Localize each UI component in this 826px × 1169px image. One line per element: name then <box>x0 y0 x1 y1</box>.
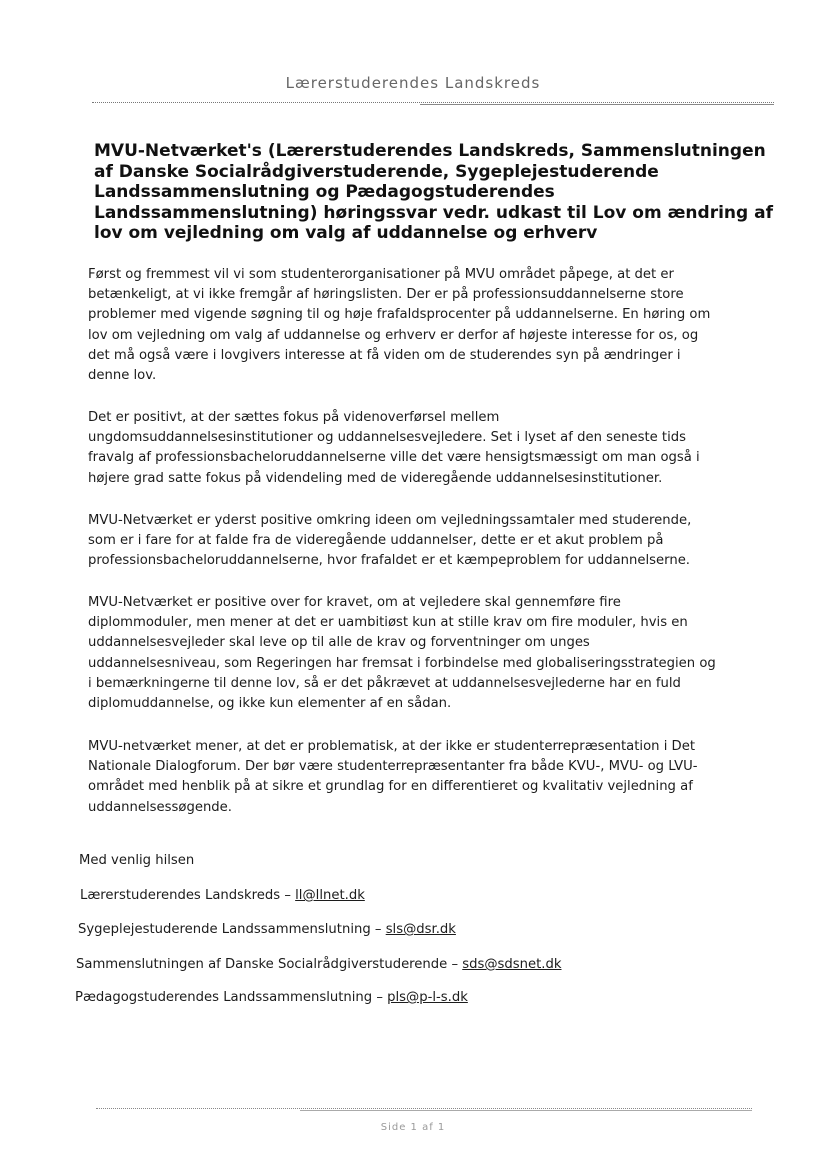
document-title <box>94 141 774 244</box>
paragraph-line: uddannelsesvejleder skal leve op til alle de krav og forventninger om unges <box>88 635 590 651</box>
signatory-ll <box>80 888 365 903</box>
paragraph-line: diplomuddannelse, og ikke kun elementer af en sådan. <box>88 696 452 712</box>
signatory-name: Sygeplejestuderende Landssammenslutning – <box>78 922 386 937</box>
paragraph-line: Først og fremmest vil vi som studenterorganisationer på MVU området påpege, at det er <box>88 267 674 282</box>
signatory-name: Pædagogstuderendes Landssammenslutning – <box>75 990 388 1005</box>
header-divider-solid <box>420 104 774 105</box>
paragraph-line: denne lov. <box>88 368 157 384</box>
paragraph-line: MVU-Netværket er yderst positive omkring ideen om vejledningssamtaler med studerende, <box>88 513 692 528</box>
paragraph-line: fravalg af professionsbacheloruddannelserne ville det være hensigtsmæssigt om man også i <box>88 450 700 466</box>
footer-divider <box>96 1108 752 1109</box>
email-link-sds[interactable]: sds@sdsnet.dk <box>462 957 562 972</box>
footer-divider-solid <box>300 1110 752 1111</box>
email-link-ll[interactable]: ll@llnet.dk <box>295 888 365 903</box>
email-link-pls[interactable]: pls@p-l-s.dk <box>387 990 468 1005</box>
signatory-sls <box>78 922 456 937</box>
paragraph-line: diplommoduler, men mener at det er uambitiøst kun at stille krav om fire moduler, hvis en <box>88 615 688 631</box>
paragraph-diploma-modules <box>88 593 768 714</box>
paragraph-line: i bemærkningerne til denne lov, så er det påkrævet at uddannelsesvejlederne har en fuld <box>88 675 681 691</box>
page-number: Side 1 af 1 <box>380 1122 446 1133</box>
paragraph-line: MVU-netværket mener, at det er problematisk, at der ikke er studenterrepræsentation i Det <box>88 739 695 754</box>
page-header-title: Lærerstuderendes Landskreds <box>285 74 541 92</box>
email-link-sls[interactable]: sls@dsr.dk <box>385 922 456 937</box>
paragraph-line: det må også være i lovgivers interesse at få viden om de studerendes syn på ændringer i <box>88 347 681 363</box>
title-line: Landssammenslutning og Pædagogstuderendes <box>94 182 555 202</box>
paragraph-line: højere grad satte fokus på videndeling med de videregående uddannelsesinstitutioner. <box>88 470 663 486</box>
paragraph-line: ungdomsuddannelsesinstitutioner og uddannelsesvejledere. Set i lyset af den seneste tids <box>88 430 686 446</box>
paragraph-dialog-forum <box>88 737 768 818</box>
title-line: lov om vejledning om valg af uddannelse og erhverv <box>94 223 598 243</box>
title-line: af Danske Socialrådgiverstuderende, Sygeplejestuderende <box>94 161 659 182</box>
paragraph-guidance-sessions <box>88 511 768 572</box>
signatory-sds <box>76 957 562 972</box>
paragraph-line: lov om vejledning om valg af uddannelse og erhverv er derfor af højeste interesse for os, og <box>88 327 699 343</box>
title-line: MVU-Netværket's (Lærerstuderendes Landskreds, Sammenslutningen <box>94 141 766 161</box>
signatory-name: Sammenslutningen af Danske Socialrådgiverstuderende – <box>76 957 463 972</box>
signatory-name: Lærerstuderendes Landskreds – <box>80 888 296 903</box>
paragraph-line: Nationale Dialogforum. Der bør være studenterrepræsentanter fra både KVU-, MVU- og LVU- <box>88 759 698 775</box>
paragraph-line: som er i fare for at falde fra de videregående uddannelser, dette er et akut problem på <box>88 533 664 549</box>
paragraph-line: professionsbacheloruddannelserne, hvor frafaldet er et kæmpeproblem for uddannelserne. <box>88 553 691 569</box>
paragraph-line: uddannelsesniveau, som Regeringen har fremsat i forbindelse med globaliseringsstrategien og <box>88 655 716 671</box>
paragraph-line: problemer med vigende søgning til og høje frafaldsprocenter på uddannelserne. En høring om <box>88 307 711 323</box>
paragraph-line: uddannelsessøgende. <box>88 799 232 815</box>
signatory-pls <box>75 990 468 1005</box>
paragraph-intro <box>88 265 768 386</box>
header-divider <box>92 102 774 103</box>
paragraph-line: MVU-Netværket er positive over for kravet, om at vejledere skal gennemføre fire <box>88 595 621 610</box>
paragraph-knowledge-transfer <box>88 408 768 489</box>
paragraph-line: Det er positivt, at der sættes fokus på videnoverførsel mellem <box>88 410 500 425</box>
paragraph-line: betænkeligt, at vi ikke fremgår af høringslisten. Der er på professionsuddannelserne store <box>88 287 684 303</box>
paragraph-line: området med henblik på at sikre et grundlag for en differentieret og kvalitativ vejledning af <box>88 779 693 795</box>
closing-greeting: Med venlig hilsen <box>79 853 195 868</box>
title-line: Landssammenslutning) høringssvar vedr. udkast til Lov om ændring af <box>94 202 773 223</box>
